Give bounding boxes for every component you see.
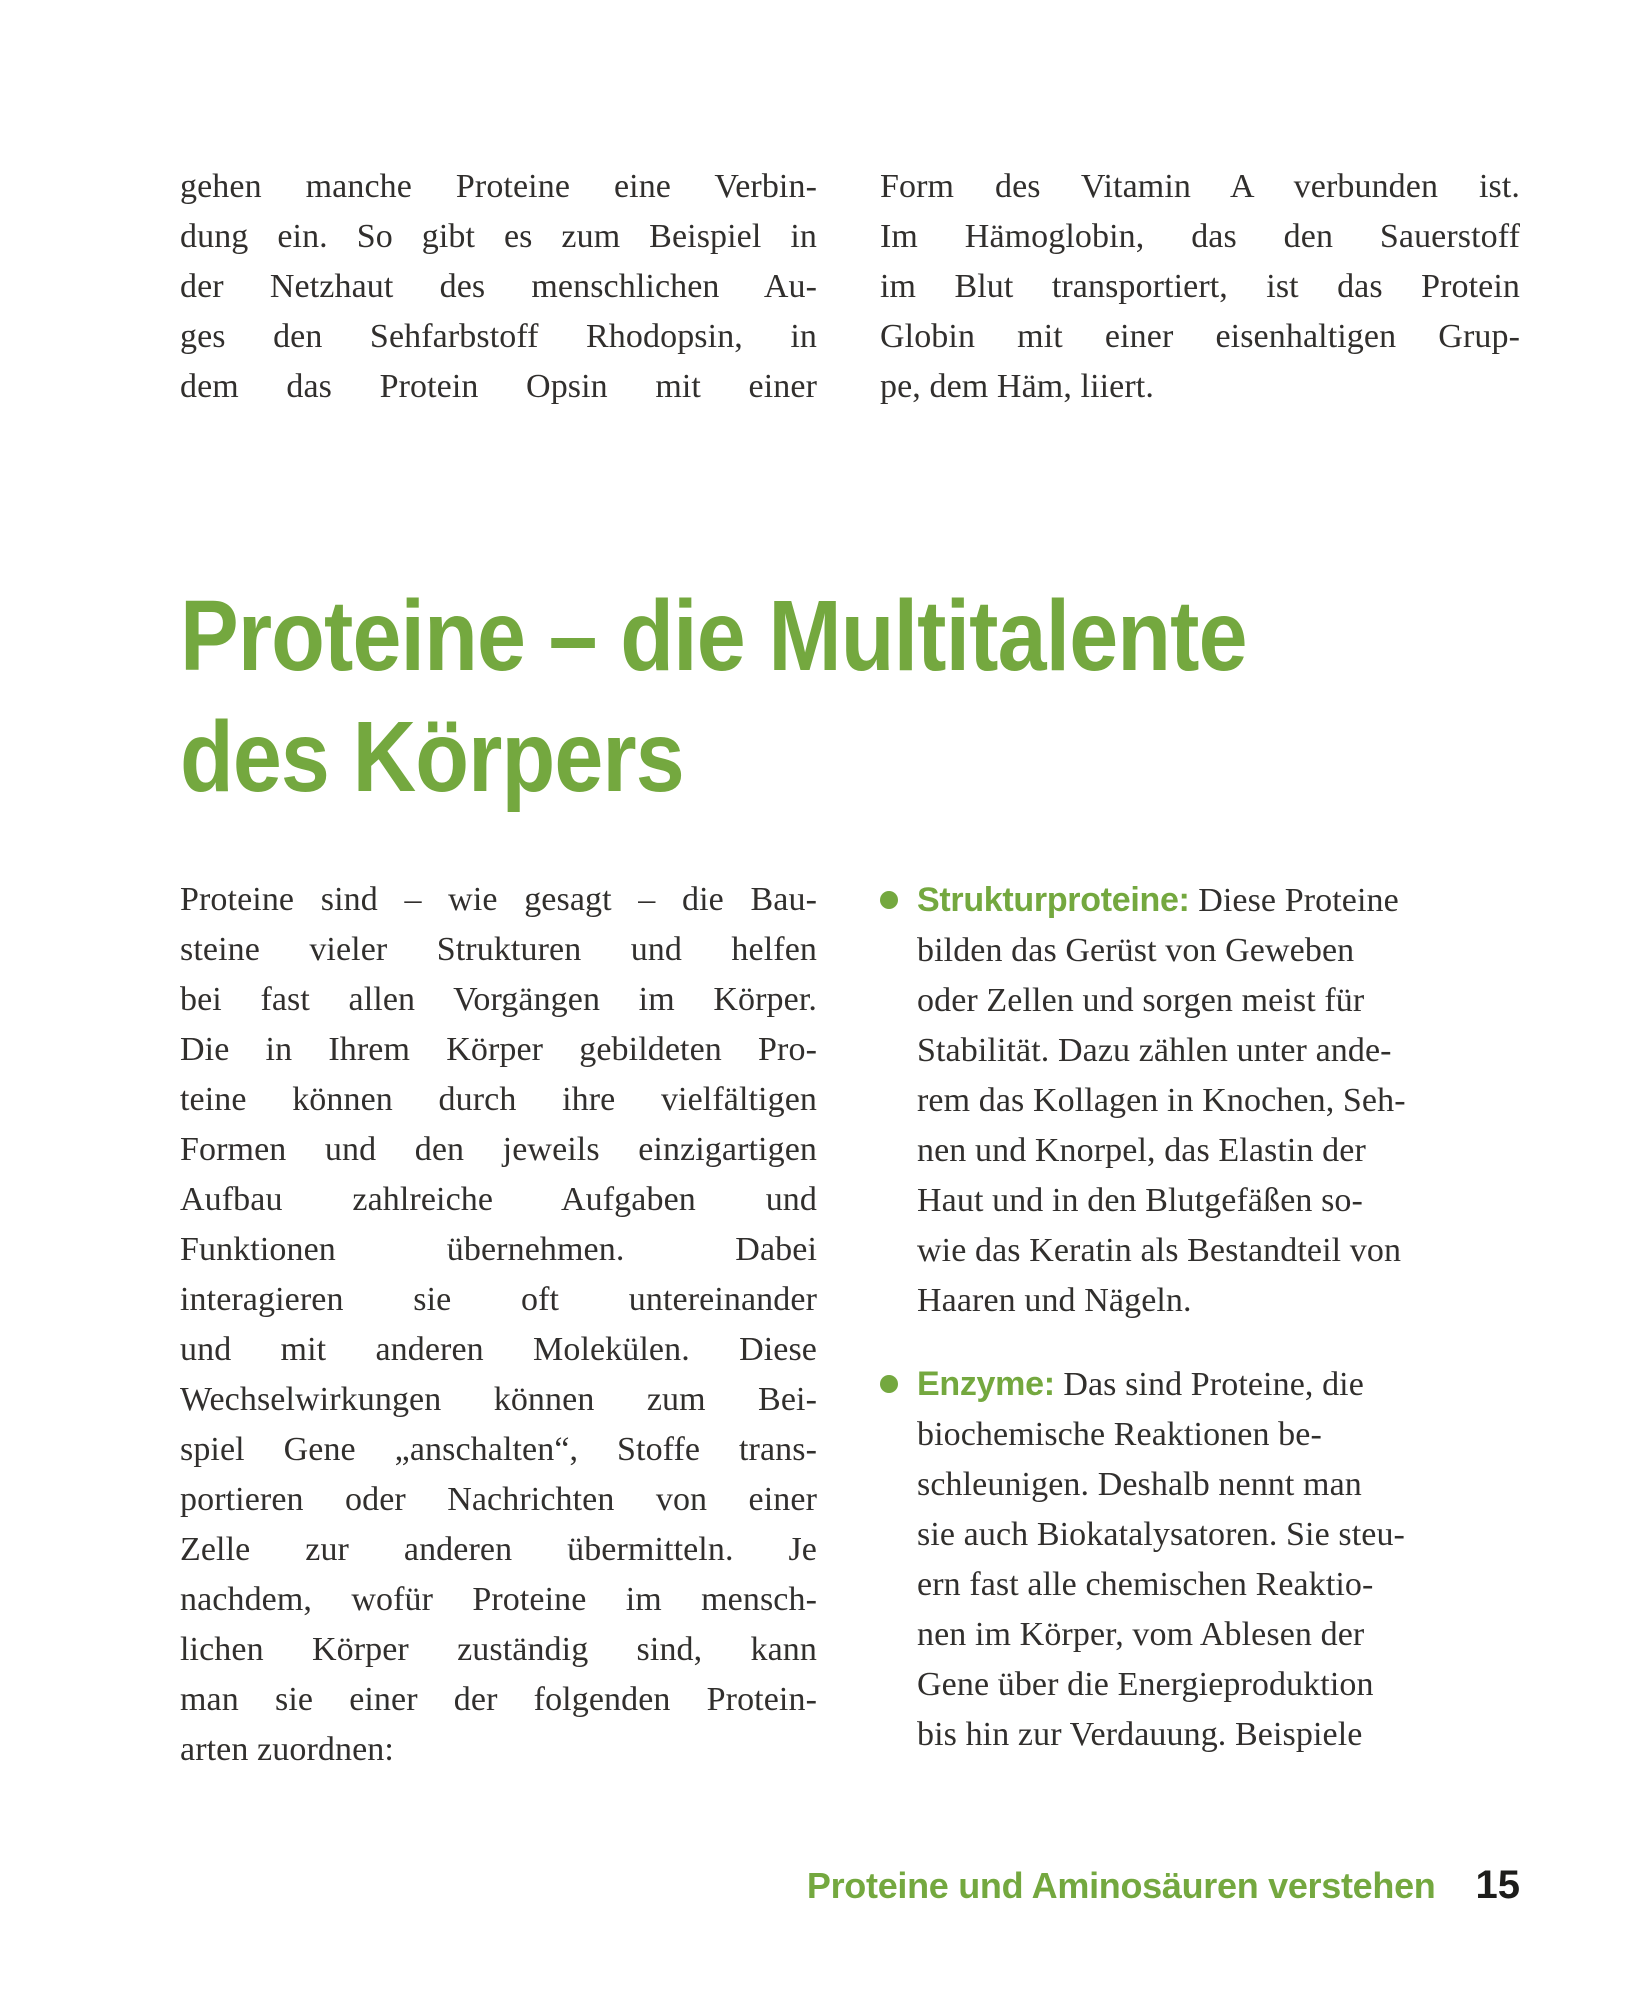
- bullet-text: [917, 875, 1520, 1326]
- text-line: sie auch Biokatalysatoren. Sie steu-: [917, 1516, 1405, 1553]
- bullet-item-strukturproteine: [880, 875, 1520, 1326]
- text-line: portieren oder Nachrichten von einer: [180, 1481, 817, 1518]
- text-line: Die in Ihrem Körper gebildeten Pro-: [180, 1031, 817, 1068]
- bullet-lines: [917, 1410, 1520, 1760]
- text-line: [917, 875, 1520, 926]
- chapter-heading: [180, 576, 1392, 818]
- text-line: Stabilität. Dazu zählen unter ande-: [917, 1032, 1392, 1069]
- bullet-text: [917, 1359, 1520, 1760]
- text-line: Wechselwirkungen können zum Bei-: [180, 1381, 817, 1418]
- bullet-disc-icon: [880, 891, 898, 909]
- text-line: lichen Körper zuständig sind, kann: [180, 1631, 817, 1668]
- text-line: spiel Gene „anschalten“, Stoffe trans-: [180, 1431, 817, 1468]
- footer: [180, 1863, 1520, 1908]
- heading-line-1: Proteine – die Multitalente: [180, 580, 1247, 692]
- bullet-label: Strukturproteine:: [917, 881, 1190, 919]
- text-line: der Netzhaut des menschlichen Au-: [180, 268, 817, 305]
- text-line: Gene über die Energieproduktion: [917, 1666, 1374, 1703]
- bullet-disc-icon: [880, 1375, 898, 1393]
- text-line: nachdem, wofür Proteine im mensch-: [180, 1581, 817, 1618]
- bullet-lines: [917, 926, 1520, 1326]
- text-line: Proteine sind – wie gesagt – die Bau-: [180, 881, 817, 918]
- text-line: ern fast alle chemischen Reaktio-: [917, 1566, 1374, 1603]
- text-line: Aufbau zahlreiche Aufgaben und: [180, 1181, 817, 1218]
- footer-section-title: Proteine und Aminosäuren verstehen: [806, 1865, 1436, 1906]
- text-line: Zelle zur anderen übermitteln. Je: [180, 1531, 817, 1568]
- text-line: Globin mit einer eisenhaltigen Grup-: [880, 318, 1520, 355]
- text-line: ges den Sehfarbstoff Rhodopsin, in: [180, 318, 817, 355]
- text-line: Haut und in den Blutgefäßen so-: [917, 1182, 1363, 1219]
- text-line: Form des Vitamin A verbunden ist.: [880, 168, 1520, 205]
- text-line: nen im Körper, vom Ablesen der: [917, 1616, 1365, 1653]
- text-line: dem das Protein Opsin mit einer: [180, 368, 817, 405]
- text-line: man sie einer der folgenden Protein-: [180, 1681, 817, 1718]
- text-line: Funktionen übernehmen. Dabei: [180, 1231, 817, 1268]
- text-line: [917, 1359, 1520, 1410]
- bullet-first-line-rest: Diese Proteine: [1198, 882, 1399, 919]
- paragraph-top-left: [180, 162, 817, 412]
- body-paragraph-left: [180, 875, 817, 1775]
- heading-line-2: des Körpers: [180, 701, 684, 813]
- text-line: rem das Kollagen in Knochen, Seh-: [917, 1082, 1406, 1119]
- text-line: nen und Knorpel, das Elastin der: [917, 1132, 1366, 1169]
- paragraph-top-right: [880, 162, 1520, 412]
- text-line: arten zuordnen:: [180, 1731, 394, 1768]
- text-line: teine können durch ihre vielfältigen: [180, 1081, 817, 1118]
- text-line: biochemische Reaktionen be-: [917, 1416, 1322, 1453]
- text-line: bei fast allen Vorgängen im Körper.: [180, 981, 817, 1018]
- text-line: interagieren sie oft untereinander: [180, 1281, 817, 1318]
- text-line: schleunigen. Deshalb nennt man: [917, 1466, 1362, 1503]
- text-line: gehen manche Proteine eine Verbin-: [180, 168, 817, 205]
- text-line: im Blut transportiert, ist das Protein: [880, 268, 1520, 305]
- text-line: Haaren und Nägeln.: [917, 1282, 1192, 1319]
- bullet-item-enzyme: [880, 1359, 1520, 1760]
- text-line: und mit anderen Molekülen. Diese: [180, 1331, 817, 1368]
- text-line: pe, dem Häm, liiert.: [880, 368, 1154, 405]
- bullet-label: Enzyme:: [917, 1365, 1055, 1403]
- text-line: bilden das Gerüst von Geweben: [917, 932, 1355, 969]
- text-line: wie das Keratin als Bestandteil von: [917, 1232, 1402, 1269]
- footer-page-number: 15: [1475, 1863, 1520, 1907]
- text-line: Formen und den jeweils einzigartigen: [180, 1131, 817, 1168]
- bullet-first-line-rest: Das sind Proteine, die: [1063, 1366, 1364, 1403]
- text-line: dung ein. So gibt es zum Beispiel in: [180, 218, 817, 255]
- text-line: oder Zellen und sorgen meist für: [917, 982, 1365, 1019]
- text-line: Im Hämoglobin, das den Sauerstoff: [880, 218, 1520, 255]
- text-line: bis hin zur Verdauung. Beispiele: [917, 1716, 1363, 1753]
- text-line: steine vieler Strukturen und helfen: [180, 931, 817, 968]
- bullet-list: [880, 875, 1520, 1760]
